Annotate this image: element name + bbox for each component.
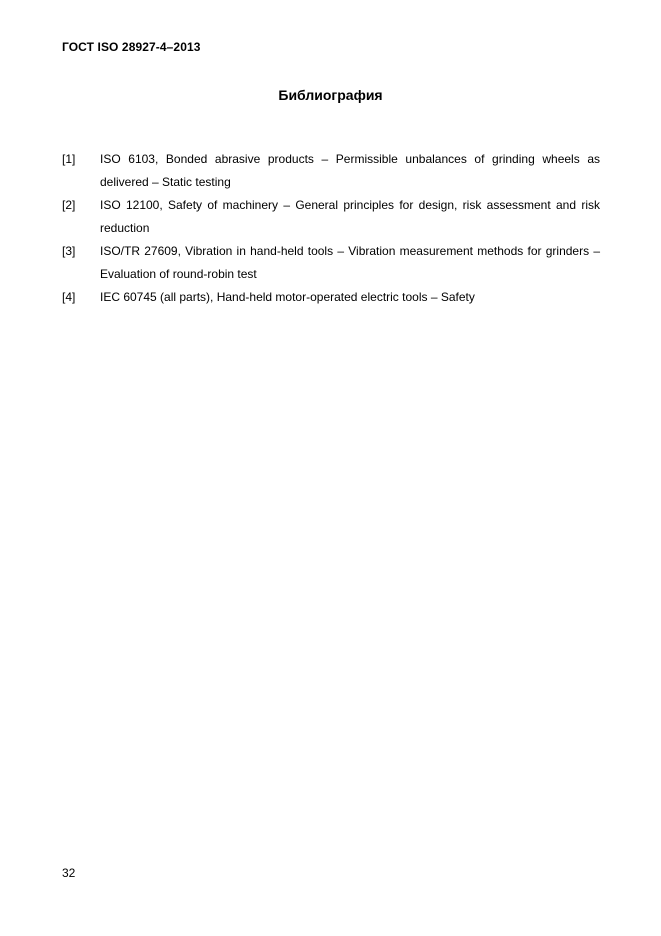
reference-item	[62, 194, 600, 240]
reference-text: IEC 60745 (all parts), Hand-held motor-operated electric tools – Safety	[100, 290, 475, 304]
reference-number: [3]	[62, 244, 76, 258]
reference-number: [2]	[62, 198, 76, 212]
reference-text: ISO 6103, Bonded abrasive products – Permissible unbalances of grinding wheels as delivered – Static testing	[100, 152, 600, 189]
reference-list	[62, 148, 600, 309]
bibliography-title: Библиография	[278, 87, 383, 103]
document-code-header: ГОСТ ISO 28927-4–2013	[62, 40, 201, 54]
reference-text: ISO/TR 27609, Vibration in hand-held tools – Vibration measurement methods for grinders – Evaluation of round-robin test	[100, 244, 600, 281]
reference-number: [1]	[62, 152, 76, 166]
reference-item	[62, 286, 600, 309]
reference-item	[62, 240, 600, 286]
reference-text: ISO 12100, Safety of machinery – General principles for design, risk assessment and risk reduction	[100, 198, 600, 235]
reference-item	[62, 148, 600, 194]
page-number: 32	[62, 866, 76, 880]
reference-number: [4]	[62, 290, 76, 304]
